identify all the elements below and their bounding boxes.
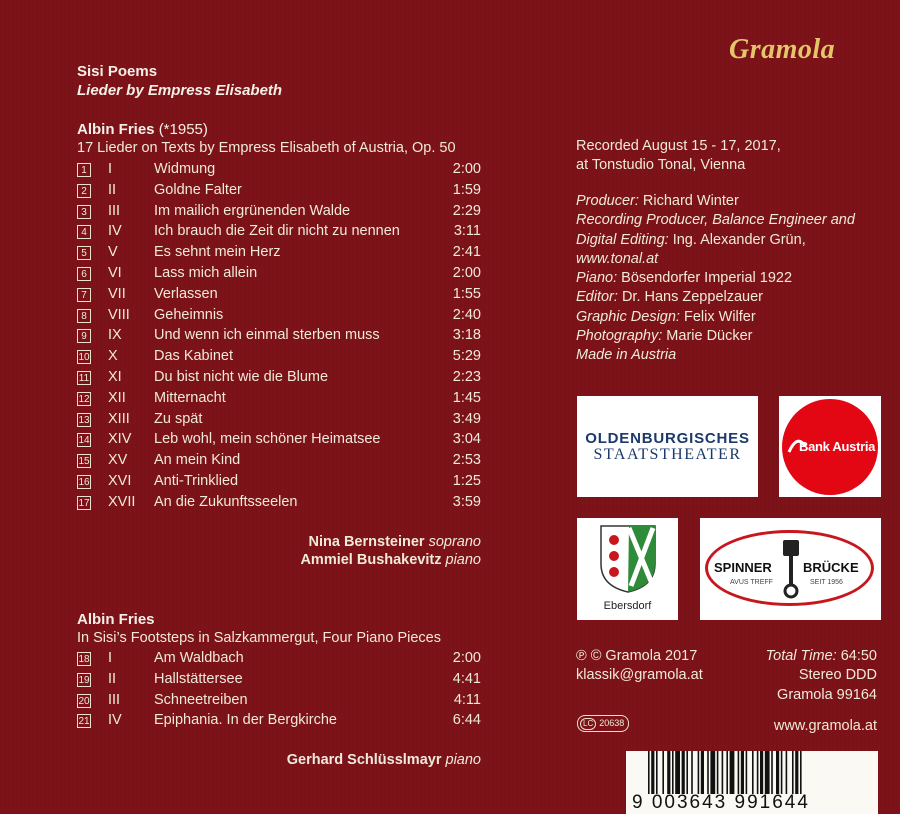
barcode-bar — [776, 751, 779, 794]
track-title: Und wenn ich einmal sterben muss — [154, 327, 380, 344]
performer-role: piano — [445, 752, 481, 768]
work2-composer-line — [77, 611, 155, 628]
performer-name: Nina Bernsteiner — [308, 534, 425, 550]
barcode-number: 9 003643 991644 — [632, 792, 810, 813]
bank-austria-text: Bank Austria — [799, 439, 876, 454]
credit-piano: Piano: Bösendorfer Imperial 1922 — [576, 270, 793, 287]
track-duration: 3:59 — [452, 493, 481, 510]
work1-title: 17 Lieder on Texts by Empress Elisabeth of Austria, Op. 50 — [77, 140, 456, 156]
copyright-block — [576, 647, 703, 686]
barcode-bar — [730, 751, 735, 794]
total-time: Total Time: 64:50 — [765, 648, 877, 664]
track-number: 4 — [77, 225, 91, 239]
performer-name: Ammiel Bushakevitz — [300, 552, 442, 568]
track-row — [77, 390, 481, 410]
barcode-bar — [701, 751, 704, 794]
gramola-logo: Gramola — [729, 34, 836, 65]
track-roman: VI — [108, 265, 122, 281]
track-roman: X — [108, 348, 118, 365]
track-title: Anti-Trinklied — [154, 473, 239, 489]
track-title: An die Zukunftsseelen — [154, 493, 298, 510]
track-number: 21 — [78, 716, 90, 728]
track-duration: 3:18 — [452, 327, 481, 344]
album-subtitle: Lieder by Empress Elisabeth — [77, 82, 283, 99]
spinner-sub-right: SEIT 1956 — [810, 579, 843, 586]
recording-venue: at Tonstudio Tonal, Vienna — [576, 157, 746, 174]
barcode-bar — [662, 751, 664, 794]
track-number: 13 — [78, 414, 90, 426]
credit-recording-label: Recording Producer, Balance Engineer and — [576, 212, 855, 229]
performer-line — [287, 752, 481, 768]
barcode-bar — [707, 751, 709, 794]
track-title: Goldne Falter — [154, 181, 242, 198]
track-roman: XVI — [108, 473, 132, 489]
track-title: Epiphania. In der Bergkirche — [154, 712, 337, 729]
track-roman: XI — [108, 369, 122, 385]
track-number: 6 — [77, 267, 91, 281]
audio-format: Stereo DDD — [798, 667, 877, 684]
track-roman: XV — [108, 452, 128, 469]
track-roman: VIII — [108, 306, 130, 323]
track-title: Geheimnis — [154, 306, 224, 323]
track-number: 19 — [78, 674, 90, 686]
track-row — [77, 452, 481, 472]
track-number: 3 — [77, 205, 91, 219]
barcode-bar — [752, 751, 754, 794]
track-title: Widmung — [154, 161, 216, 177]
performer-role: piano — [445, 552, 481, 568]
album-title: Sisi Poems — [77, 63, 158, 80]
track-row — [77, 244, 481, 264]
track-row — [77, 182, 481, 202]
barcode-bar — [741, 751, 744, 794]
track-row — [77, 671, 481, 691]
track-title: Du bist nicht wie die Blume — [154, 369, 329, 385]
performer-name: Gerhard Schlüsslmayr — [286, 752, 442, 768]
barcode-bar — [651, 751, 654, 794]
track-duration: 1:25 — [452, 473, 481, 489]
barcode-bar — [672, 751, 674, 794]
track-duration: 2:40 — [452, 306, 481, 323]
piston-icon — [780, 538, 802, 600]
work1-composer-years: (*1955) — [158, 121, 208, 138]
track-number: 15 — [78, 456, 90, 468]
credit-recording: Digital Editing: Ing. Alexander Grün, — [576, 231, 806, 248]
track-row — [77, 223, 481, 243]
track-roman: I — [108, 650, 113, 666]
track-roman: I — [108, 161, 113, 177]
catalog-number: Gramola 99164 — [777, 686, 877, 703]
track-title: Mitternacht — [154, 389, 226, 406]
barcode-bar — [710, 751, 715, 794]
barcode-bar — [682, 751, 685, 794]
track-row — [77, 348, 481, 368]
track-roman: XVII — [108, 493, 136, 510]
track-title: Zu spät — [154, 410, 203, 427]
track-duration: 2:53 — [452, 452, 481, 469]
track-title: Lass mich allein — [154, 265, 258, 281]
track-roman: IX — [108, 327, 122, 344]
track-duration: 2:23 — [452, 369, 481, 385]
work1-composer: Albin Fries — [77, 121, 155, 138]
track-duration: 4:11 — [453, 691, 481, 708]
track-number: 20 — [78, 695, 90, 707]
credit-website: www.tonal.at — [576, 250, 659, 267]
ebersdorf-shield-icon — [599, 524, 657, 594]
track-row — [77, 161, 481, 181]
track-title: Hallstättersee — [154, 670, 243, 687]
track-duration: 3:49 — [452, 410, 481, 427]
track-duration: 2:00 — [452, 265, 481, 281]
track-row — [77, 265, 481, 285]
track-duration: 1:55 — [452, 285, 481, 302]
track-number: 16 — [78, 477, 90, 488]
label-code — [577, 715, 629, 732]
track-row — [77, 286, 481, 306]
barcode-bar — [738, 751, 740, 794]
spinner-text-right: BRÜCKE — [803, 560, 859, 575]
work2-title: In Sisi’s Footsteps in Salzkammergut, Four Piano Pieces — [77, 630, 442, 646]
performer-role: soprano — [428, 534, 481, 550]
barcode-bar — [786, 751, 788, 794]
work1-composer-line — [77, 121, 208, 138]
barcode-bars-icon — [626, 751, 878, 794]
credit-made-in: Made in Austria — [576, 347, 677, 364]
barcode-bar — [691, 751, 693, 794]
track-roman: XIV — [108, 431, 132, 448]
barcode-bar — [781, 751, 783, 794]
track-duration: 3:11 — [453, 223, 481, 240]
barcode — [626, 751, 878, 814]
track-duration: 6:44 — [452, 712, 481, 729]
recording-dates: Recorded August 15 - 17, 2017, — [576, 138, 781, 154]
credit-design: Graphic Design: Felix Wilfer — [576, 308, 756, 325]
track-roman: IV — [108, 712, 122, 729]
track-roman: VII — [108, 285, 126, 302]
barcode-bar — [717, 751, 719, 794]
credits — [576, 192, 855, 366]
track-title: Leb wohl, mein schöner Heimatsee — [154, 431, 381, 448]
track-row — [77, 473, 481, 493]
track-number: 10 — [78, 352, 90, 364]
track-duration: 2:29 — [452, 202, 481, 219]
track-title: Verlassen — [154, 285, 218, 302]
credit-photo: Photography: Marie Dücker — [576, 328, 753, 345]
track-number: 12 — [78, 393, 90, 405]
barcode-bar — [765, 751, 770, 794]
track-duration: 2:41 — [452, 244, 481, 261]
barcode-bar — [760, 751, 763, 794]
lc-number: 20638 — [599, 718, 625, 728]
release-info — [766, 647, 877, 705]
lc-prefix: LC — [580, 718, 596, 730]
track-number: 18 — [78, 654, 90, 665]
track-roman: V — [108, 244, 118, 261]
track-number: 1 — [77, 163, 91, 177]
copyright: ℗ © Gramola 2017 — [576, 648, 698, 664]
track-roman: III — [108, 691, 121, 708]
credit-editor: Editor: Dr. Hans Zeppelzauer — [576, 289, 763, 306]
track-row — [77, 692, 481, 712]
ebersdorf-logo — [577, 518, 678, 620]
track-number: 11 — [78, 373, 90, 384]
website: www.gramola.at — [773, 718, 877, 734]
barcode-bar — [675, 751, 680, 794]
track-roman: XII — [108, 389, 126, 406]
track-row — [77, 712, 481, 732]
track-number: 17 — [78, 497, 90, 509]
track-title: Schneetreiben — [154, 691, 248, 708]
track-number: 7 — [77, 288, 91, 302]
spinner-sub-left: AVUS TREFF — [730, 579, 773, 586]
oldenburg-logo — [577, 396, 758, 497]
performer-line — [309, 534, 481, 550]
ebersdorf-text: Ebersdorf — [603, 600, 652, 612]
track-title: Am Waldbach — [154, 650, 244, 666]
spinner-text-left: SPINNER — [714, 560, 772, 575]
track-roman: III — [108, 202, 121, 219]
track-duration: 5:29 — [452, 348, 481, 365]
track-title: Das Kabinet — [154, 348, 233, 365]
track-duration: 3:04 — [452, 431, 481, 448]
barcode-bar — [686, 751, 688, 794]
track-row — [77, 203, 481, 223]
work2-composer: Albin Fries — [77, 611, 155, 628]
track-number: 9 — [77, 329, 91, 343]
oldenburg-text-1: OLDENBURGISCHES — [585, 430, 750, 447]
track-roman: II — [108, 181, 117, 198]
track-title: Im mailich ergrünenden Walde — [154, 202, 351, 219]
track-row — [77, 307, 481, 327]
credit-producer: Producer: Richard Winter — [576, 193, 739, 209]
track-number: 5 — [77, 246, 91, 260]
track-duration: 2:00 — [452, 650, 481, 666]
performer-line — [300, 552, 481, 568]
track-row — [77, 369, 481, 389]
barcode-bar — [800, 751, 802, 794]
barcode-bar — [746, 751, 748, 794]
barcode-bar — [792, 751, 794, 794]
track-roman: XIII — [108, 410, 130, 427]
bank-austria-logo — [779, 396, 881, 497]
track-duration: 4:41 — [452, 670, 481, 687]
barcode-bar — [648, 751, 650, 794]
barcode-bar — [726, 751, 728, 794]
oldenburg-text-2: STAATSTHEATER — [593, 446, 742, 463]
track-number: 2 — [77, 184, 91, 198]
track-roman: II — [108, 670, 117, 687]
spinner-bruecke-logo — [700, 518, 881, 620]
track-row — [77, 431, 481, 451]
barcode-bar — [698, 751, 700, 794]
barcode-bar — [771, 751, 773, 794]
track-title: Es sehnt mein Herz — [154, 244, 281, 261]
track-number: 8 — [77, 309, 91, 323]
barcode-bar — [795, 751, 798, 794]
track-row — [77, 650, 481, 670]
barcode-bar — [667, 751, 670, 794]
track-row — [77, 411, 481, 431]
track-duration: 2:00 — [452, 161, 481, 177]
barcode-bar — [656, 751, 658, 794]
track-row — [77, 327, 481, 347]
track-duration: 1:59 — [452, 181, 481, 198]
track-roman: IV — [108, 223, 122, 240]
track-title: Ich brauch die Zeit dir nicht zu nennen — [154, 223, 400, 240]
barcode-bar — [757, 751, 759, 794]
barcode-bar — [722, 751, 724, 794]
track-title: An mein Kind — [154, 452, 241, 469]
track-row — [77, 494, 481, 514]
track-number: 14 — [78, 435, 90, 447]
recording-info — [576, 137, 781, 176]
email: klassik@gramola.at — [576, 667, 703, 684]
track-duration: 1:45 — [452, 389, 481, 406]
